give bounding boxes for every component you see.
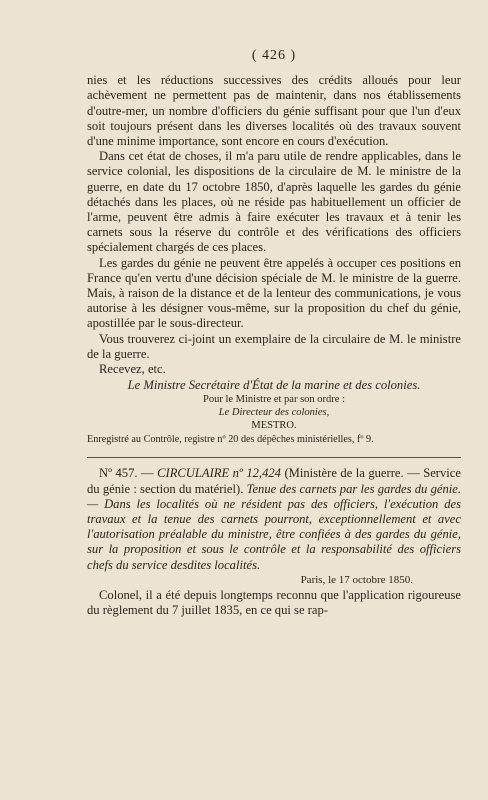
signature-line-1: Pour le Ministre et par son ordre : (202, 394, 345, 406)
page-number: ( 426 ) (251, 48, 297, 63)
paragraph-6: Colonel, il a été depuis longtemps reconnu que l'application rigoureuse du règlement du 7 juillet 1835, en ce qui se rap- (87, 588, 461, 618)
signature-line-2: Le Directeur des colonies, (218, 407, 330, 419)
circulaire-ministry: (Ministère de la guerre. — Service du génie : section du matériel). (87, 466, 461, 496)
signature-line-3: MESTRO. (251, 420, 297, 432)
text-block (87, 48, 461, 619)
registration-note: Enregistré au Contrôle, registre nº 20 des dépêches ministérielles, fº 9. (87, 434, 374, 446)
circulaire-summary: Tenue des carnets par les gardes du génie. — Dans les localités où ne résident pas des officiers, l'exécution des travaux et la tenue des carnets pourront, exceptionnellement et avec l'autorisation préalable du ministre, être confiées à des gardes du génie, sur la proposition et sous le contrôle et la responsabilité des officiers chefs du service desdites localités. (87, 481, 461, 572)
paragraph-4: Vous trouverez ci-joint un exemplaire de la circulaire de M. le ministre de la guerre. (87, 331, 461, 361)
circulaire-number: Nº 457. — (99, 466, 154, 481)
paragraph-5: Recevez, etc. (99, 362, 166, 377)
circulaire-title-number: 12,424 (246, 466, 281, 481)
separator-rule (87, 457, 461, 458)
circulaire-date: Paris, le 17 octobre 1850. (300, 573, 413, 586)
circulaire-heading (87, 466, 461, 572)
paragraph-3: Les gardes du génie ne peuvent être appelés à occuper ces positions en France qu'en vertu d'une décision spéciale de M. le ministre de la guerre. Mais, à raison de la distance et de la lenteur des communications, je vous autorise à les désigner vous-même, sur la proposition du chef du génie, apostillée par le sous-directeur. (87, 255, 461, 331)
signature-title: Le Ministre Secrétaire d'État de la marine et des colonies. (127, 378, 421, 393)
circulaire-title: CIRCULAIRE nº (157, 466, 243, 481)
paragraph-1: nies et les réductions successives des crédits alloués pour leur achèvement ne permettent pas de maintenir, dans nos établissements d'outre-mer, un nombre d'officiers du génie suffisant pour que l'un d'eux soit toujours présent dans les diverses localités où des travaux souvent d'une minime importance, sont encore en cours d'exécution. (87, 73, 461, 149)
paragraph-2: Dans cet état de choses, il m'a paru utile de rendre applicables, dans le service colonial, les dispositions de la circulaire de M. le ministre de la guerre, en date du 17 octobre 1850, d'après laquelle les gardes du génie détachés dans les places, où ne réside pas habituellement un officier de l'arme, peuvent être admis à faire exécuter les travaux et à tenir les carnets sous la réserve du contrôle et des vérifications des officiers spécialement chargés de ces places. (87, 149, 461, 255)
